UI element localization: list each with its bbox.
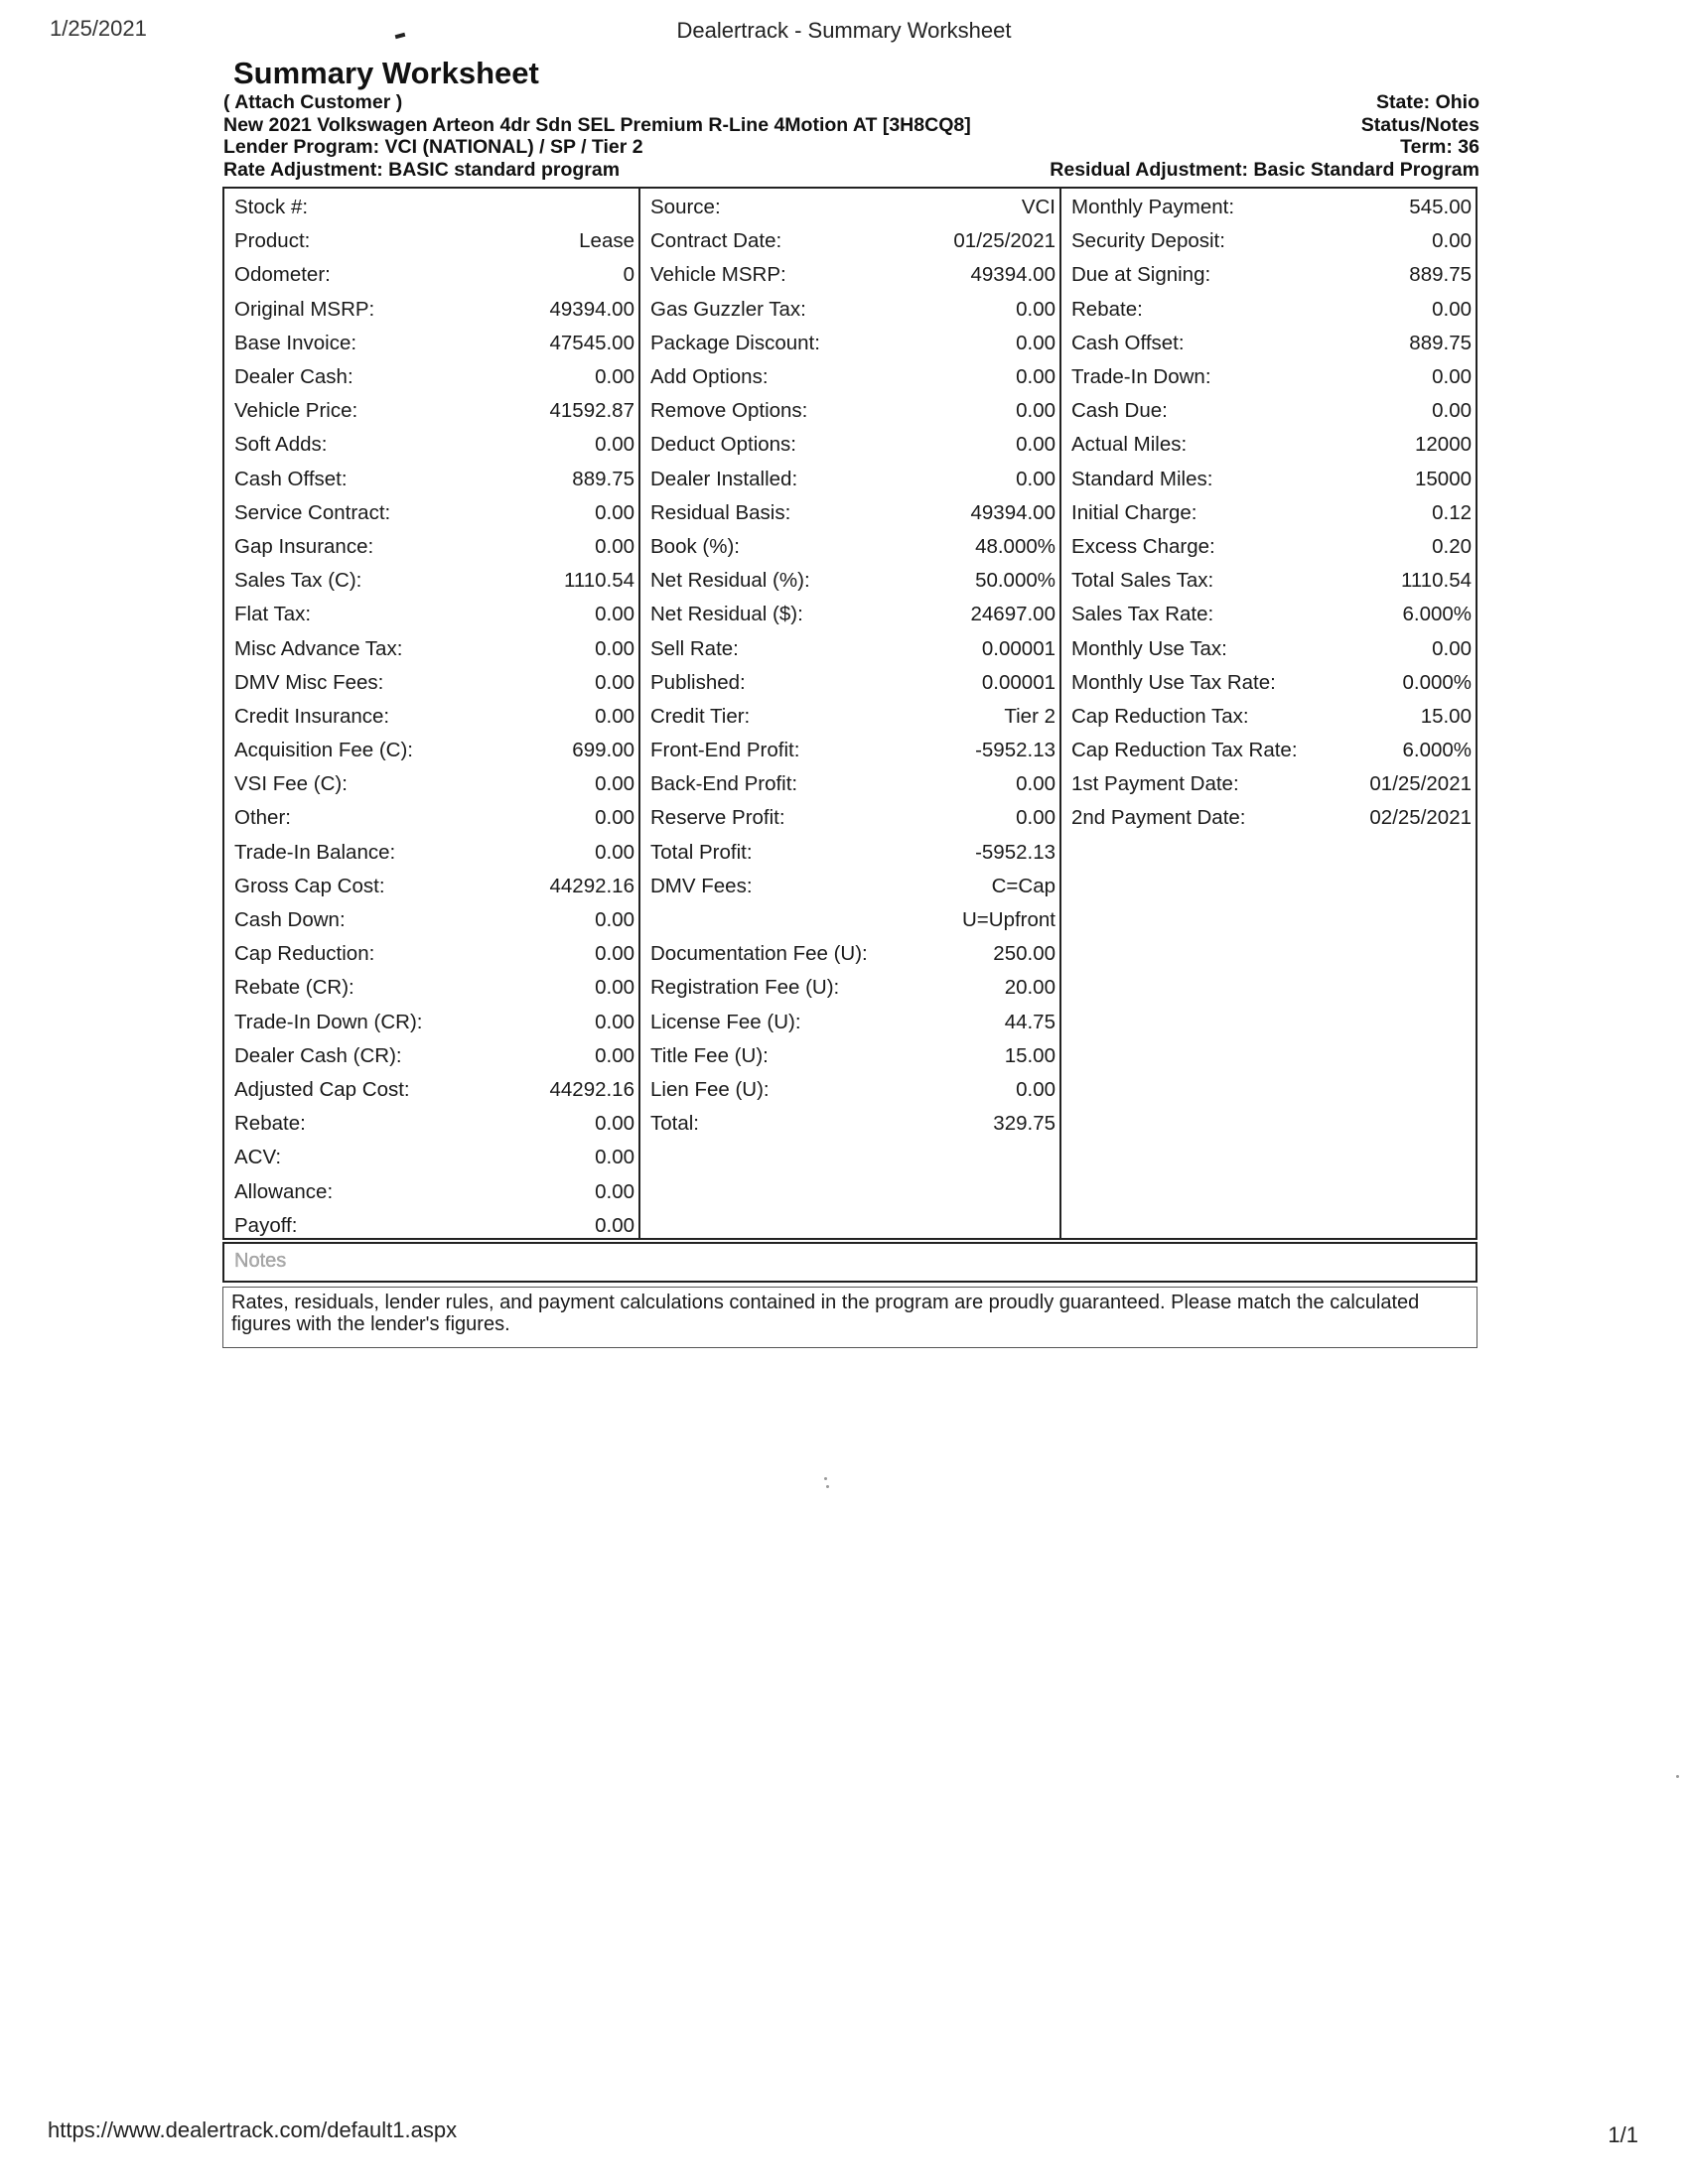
field-value: 44292.16: [549, 874, 634, 897]
field-value: 50.000%: [975, 569, 1055, 593]
field-row: [640, 463, 1059, 496]
field-label: Flat Tax:: [234, 603, 312, 626]
field-label: Acquisition Fee (C):: [234, 739, 414, 762]
field-label: Contract Date:: [650, 229, 782, 253]
field-row: [640, 801, 1059, 835]
field-row: [640, 598, 1059, 631]
field-row: [224, 801, 638, 835]
field-row: [224, 666, 638, 700]
field-row: [1061, 631, 1476, 665]
field-value: 0.00: [595, 1043, 634, 1067]
field-value: 41592.87: [549, 399, 634, 423]
field-value: 0.00: [595, 500, 634, 524]
field-row: [224, 360, 638, 394]
lender-program: Lender Program: VCI (NATIONAL) / SP / Tier 2: [223, 136, 643, 158]
field-label: Documentation Fee (U):: [650, 942, 868, 966]
field-label: Security Deposit:: [1071, 229, 1225, 253]
notes-box[interactable]: Notes: [222, 1242, 1477, 1283]
field-label: Vehicle Price:: [234, 399, 358, 423]
field-label: DMV Misc Fees:: [234, 670, 384, 694]
field-label: Cap Reduction Tax Rate:: [1071, 739, 1298, 762]
field-value: 0.00: [595, 840, 634, 864]
field-value: 24697.00: [970, 603, 1055, 626]
field-value: 0.000%: [1402, 670, 1472, 694]
field-row: [224, 1107, 638, 1141]
field-label: Vehicle MSRP:: [650, 263, 786, 287]
field-label: Total:: [650, 1112, 699, 1136]
field-row: [224, 767, 638, 801]
field-label: Sell Rate:: [650, 636, 739, 660]
field-row: [224, 870, 638, 903]
field-label: Cash Due:: [1071, 399, 1168, 423]
field-row: [224, 734, 638, 767]
field-value: 44.75: [1004, 1010, 1055, 1033]
field-label: Source:: [650, 196, 721, 219]
field-label: Trade-In Balance:: [234, 840, 396, 864]
field-value: -5952.13: [975, 840, 1055, 864]
field-row: [640, 1073, 1059, 1107]
field-row: [224, 394, 638, 428]
field-row: [1061, 191, 1476, 224]
field-row: [224, 428, 638, 462]
field-label: ACV:: [234, 1146, 282, 1169]
field-label: Gross Cap Cost:: [234, 874, 385, 897]
field-row: [224, 1073, 638, 1107]
field-value: 0.00: [595, 942, 634, 966]
field-row: [640, 530, 1059, 564]
footer-url: https://www.dealertrack.com/default1.aspx: [48, 2117, 458, 2142]
field-label: Misc Advance Tax:: [234, 636, 403, 660]
field-label: License Fee (U):: [650, 1010, 801, 1033]
field-value: 0.00: [1432, 365, 1472, 389]
field-row: [1061, 224, 1476, 258]
field-label: Service Contract:: [234, 500, 391, 524]
field-value: 01/25/2021: [953, 229, 1055, 253]
field-label: Credit Tier:: [650, 704, 751, 728]
field-row: [224, 903, 638, 937]
field-label: Add Options:: [650, 365, 769, 389]
field-label: Product:: [234, 229, 311, 253]
field-row: [224, 700, 638, 734]
field-row: [640, 258, 1059, 292]
residual-adjustment: Residual Adjustment: Basic Standard Program: [1050, 158, 1479, 181]
field-label: Credit Insurance:: [234, 704, 390, 728]
field-label: Front-End Profit:: [650, 739, 800, 762]
field-value: 0.00: [595, 670, 634, 694]
field-label: Excess Charge:: [1071, 534, 1215, 558]
field-value: 0.00: [1016, 806, 1055, 830]
field-row: [640, 293, 1059, 327]
field-value: 48.000%: [975, 534, 1055, 558]
field-value: 0.00: [1016, 331, 1055, 354]
field-value: 0.00: [1016, 399, 1055, 423]
field-label: Total Sales Tax:: [1071, 569, 1214, 593]
field-label: Payoff:: [234, 1213, 298, 1237]
field-label: Total Profit:: [650, 840, 753, 864]
field-label: Reserve Profit:: [650, 806, 785, 830]
field-value: 0.00: [595, 636, 634, 660]
field-label: Rebate (CR):: [234, 976, 354, 1000]
field-label: Registration Fee (U):: [650, 976, 840, 1000]
field-value: 0.00: [595, 976, 634, 1000]
field-row: [224, 836, 638, 870]
field-value: 0.00: [595, 908, 634, 932]
field-value: 49394.00: [970, 500, 1055, 524]
field-row: [640, 360, 1059, 394]
field-row: [640, 564, 1059, 598]
field-row: [1061, 564, 1476, 598]
field-row: [640, 394, 1059, 428]
field-row: [1061, 530, 1476, 564]
field-row: [1061, 666, 1476, 700]
field-label: Initial Charge:: [1071, 500, 1197, 524]
field-label: Published:: [650, 670, 746, 694]
field-label: Original MSRP:: [234, 297, 375, 321]
field-label: DMV Fees:: [650, 874, 753, 897]
worksheet-header-left: [223, 91, 971, 181]
field-label: Monthly Use Tax Rate:: [1071, 670, 1276, 694]
field-label: Sales Tax Rate:: [1071, 603, 1214, 626]
field-value: 1110.54: [563, 569, 634, 593]
field-row: [640, 496, 1059, 530]
deal-column-1: [224, 189, 640, 1238]
field-label: Sales Tax (C):: [234, 569, 362, 593]
field-value: 699.00: [572, 739, 634, 762]
field-value: 15.00: [1004, 1043, 1055, 1067]
field-label: Cap Reduction:: [234, 942, 375, 966]
field-value: 0.00: [595, 365, 634, 389]
field-label: Other:: [234, 806, 291, 830]
field-value: 6.000%: [1402, 603, 1472, 626]
field-value: 0.00: [1432, 399, 1472, 423]
field-label: 1st Payment Date:: [1071, 772, 1239, 796]
worksheet-header-right: [1050, 91, 1479, 181]
print-page-title: Dealertrack - Summary Worksheet: [676, 18, 1012, 43]
field-value: 0.00: [595, 806, 634, 830]
field-value: 0.00: [595, 433, 634, 457]
field-value: 0.00: [1016, 433, 1055, 457]
field-row: [1061, 496, 1476, 530]
field-label: VSI Fee (C):: [234, 772, 348, 796]
field-label: 2nd Payment Date:: [1071, 806, 1246, 830]
field-value: 889.75: [1409, 331, 1472, 354]
field-row: [224, 463, 638, 496]
disclaimer: Rates, residuals, lender rules, and payment calculations contained in the program are proudly guaranteed. Please match the calculated figures with the lender's figures.: [222, 1287, 1477, 1348]
field-row: [1061, 258, 1476, 292]
field-row: [224, 564, 638, 598]
field-value: 0.12: [1432, 500, 1472, 524]
field-value: 02/25/2021: [1369, 806, 1472, 830]
field-row: [224, 327, 638, 360]
field-row: [1061, 700, 1476, 734]
field-value: 0.00001: [981, 636, 1055, 660]
field-row: [1061, 360, 1476, 394]
field-value: 250.00: [993, 942, 1055, 966]
rate-adjustment: Rate Adjustment: BASIC standard program: [223, 158, 621, 181]
field-row: [1061, 293, 1476, 327]
field-label: Deduct Options:: [650, 433, 796, 457]
field-label: Gap Insurance:: [234, 534, 374, 558]
field-value: 0.00: [595, 772, 634, 796]
field-label: Cap Reduction Tax:: [1071, 704, 1249, 728]
field-row: [224, 496, 638, 530]
field-label: Standard Miles:: [1071, 467, 1213, 490]
field-row: [640, 870, 1059, 903]
field-row: [1061, 463, 1476, 496]
field-label: Cash Down:: [234, 908, 346, 932]
field-value: Lease: [579, 229, 634, 253]
field-row: [1061, 734, 1476, 767]
field-row: [224, 1006, 638, 1039]
field-row: [640, 734, 1059, 767]
field-label: Monthly Use Tax:: [1071, 636, 1227, 660]
field-value: 0.00: [595, 1146, 634, 1169]
field-value: 0.20: [1432, 534, 1472, 558]
field-label: Actual Miles:: [1071, 433, 1188, 457]
field-row: [224, 598, 638, 631]
field-label: Soft Adds:: [234, 433, 328, 457]
field-row: [640, 224, 1059, 258]
scan-speck: [1676, 1775, 1679, 1778]
print-date: 1/25/2021: [50, 16, 147, 41]
field-value: 1110.54: [1400, 569, 1472, 593]
field-label: Residual Basis:: [650, 500, 791, 524]
field-value: 0.00: [1432, 297, 1472, 321]
field-value: 20.00: [1004, 976, 1055, 1000]
field-value: 44292.16: [549, 1077, 634, 1101]
field-value: -5952.13: [975, 739, 1055, 762]
field-value: VCI: [1021, 196, 1055, 219]
field-row: [1061, 767, 1476, 801]
field-value: U=Upfront: [961, 908, 1055, 932]
footer-page-number: 1/1: [1608, 2122, 1638, 2147]
field-value: 15000: [1414, 467, 1472, 490]
field-row: [640, 937, 1059, 971]
field-row: [224, 1174, 638, 1208]
field-value: 12000: [1414, 433, 1472, 457]
field-row: [224, 631, 638, 665]
state: State: Ohio: [1375, 91, 1479, 113]
field-row: [640, 903, 1059, 937]
field-value: 0.00: [595, 1010, 634, 1033]
deal-column-3: [1061, 189, 1476, 1238]
field-label: Book (%):: [650, 534, 740, 558]
field-value: 889.75: [572, 467, 634, 490]
worksheet-grid: [222, 187, 1477, 1240]
field-value: 0.00: [595, 1179, 634, 1203]
field-value: 49394.00: [970, 263, 1055, 287]
field-label: Net Residual (%):: [650, 569, 810, 593]
field-label: Stock #:: [234, 196, 309, 219]
field-row: [1061, 428, 1476, 462]
field-label: Dealer Installed:: [650, 467, 798, 490]
term: Term: 36: [1400, 136, 1479, 158]
field-label: Due at Signing:: [1071, 263, 1211, 287]
field-row: [1061, 598, 1476, 631]
field-row: [640, 971, 1059, 1005]
field-row: [640, 1006, 1059, 1039]
field-label: Title Fee (U):: [650, 1043, 769, 1067]
field-label: Dealer Cash:: [234, 365, 353, 389]
field-label: Trade-In Down (CR):: [234, 1010, 423, 1033]
field-label: Lien Fee (U):: [650, 1077, 770, 1101]
field-label: Rebate:: [1071, 297, 1143, 321]
field-row: [640, 327, 1059, 360]
field-value: 49394.00: [549, 297, 634, 321]
field-label: Odometer:: [234, 263, 331, 287]
field-value: 545.00: [1409, 196, 1472, 219]
field-value: 01/25/2021: [1369, 772, 1472, 796]
field-value: 0.00: [595, 704, 634, 728]
field-row: [224, 937, 638, 971]
field-value: 6.000%: [1402, 739, 1472, 762]
field-value: 0.00: [1432, 636, 1472, 660]
field-value: 0.00001: [981, 670, 1055, 694]
field-row: [640, 428, 1059, 462]
field-value: 329.75: [993, 1112, 1055, 1136]
field-row: [224, 1039, 638, 1073]
field-row: [640, 631, 1059, 665]
field-value: 0.00: [1016, 297, 1055, 321]
field-value: 0.00: [595, 534, 634, 558]
scan-speck: [824, 1477, 827, 1480]
field-row: [1061, 327, 1476, 360]
field-row: [224, 530, 638, 564]
field-value: 47545.00: [549, 331, 634, 354]
field-row: [224, 191, 638, 224]
field-row: [224, 1209, 638, 1243]
field-label: Cash Offset:: [1071, 331, 1185, 354]
field-label: Trade-In Down:: [1071, 365, 1211, 389]
field-label: Allowance:: [234, 1179, 334, 1203]
field-row: [640, 1107, 1059, 1141]
field-label: Back-End Profit:: [650, 772, 798, 796]
field-value: 889.75: [1409, 263, 1472, 287]
field-value: 0.00: [595, 603, 634, 626]
scan-speck: [826, 1485, 829, 1488]
field-label: Cash Offset:: [234, 467, 348, 490]
attach-customer-link[interactable]: ( Attach Customer ): [223, 91, 403, 113]
field-value: 15.00: [1420, 704, 1472, 728]
field-row: [224, 224, 638, 258]
field-value: 0.00: [1016, 365, 1055, 389]
field-row: [640, 191, 1059, 224]
field-value: 0.00: [1016, 1077, 1055, 1101]
field-label: Net Residual ($):: [650, 603, 803, 626]
field-row: [640, 666, 1059, 700]
field-row: [224, 1141, 638, 1174]
field-row: [640, 836, 1059, 870]
field-row: [224, 258, 638, 292]
field-label: Rebate:: [234, 1112, 306, 1136]
field-row: [1061, 394, 1476, 428]
vehicle-description: New 2021 Volkswagen Arteon 4dr Sdn SEL Premium R-Line 4Motion AT [3H8CQ8]: [223, 113, 971, 136]
field-label: Dealer Cash (CR):: [234, 1043, 402, 1067]
field-value: 0.00: [595, 1213, 634, 1237]
field-row: [640, 1039, 1059, 1073]
field-value: 0: [623, 263, 634, 287]
field-value: Tier 2: [1004, 704, 1055, 728]
field-value: 0.00: [595, 1112, 634, 1136]
field-label: Package Discount:: [650, 331, 820, 354]
field-value: C=Cap: [991, 874, 1055, 897]
deal-column-2: [640, 189, 1061, 1238]
field-label: Adjusted Cap Cost:: [234, 1077, 410, 1101]
field-row: [1061, 801, 1476, 835]
field-row: [224, 293, 638, 327]
worksheet-title: Summary Worksheet: [233, 56, 539, 90]
field-row: [640, 700, 1059, 734]
field-label: Monthly Payment:: [1071, 196, 1235, 219]
field-value: 0.00: [1432, 229, 1472, 253]
field-value: 0.00: [1016, 467, 1055, 490]
field-label: Remove Options:: [650, 399, 808, 423]
status-notes-link[interactable]: Status/Notes: [1360, 113, 1479, 136]
field-label: Gas Guzzler Tax:: [650, 297, 806, 321]
field-label: Base Invoice:: [234, 331, 357, 354]
field-row: [640, 767, 1059, 801]
field-row: [224, 971, 638, 1005]
field-value: 0.00: [1016, 772, 1055, 796]
